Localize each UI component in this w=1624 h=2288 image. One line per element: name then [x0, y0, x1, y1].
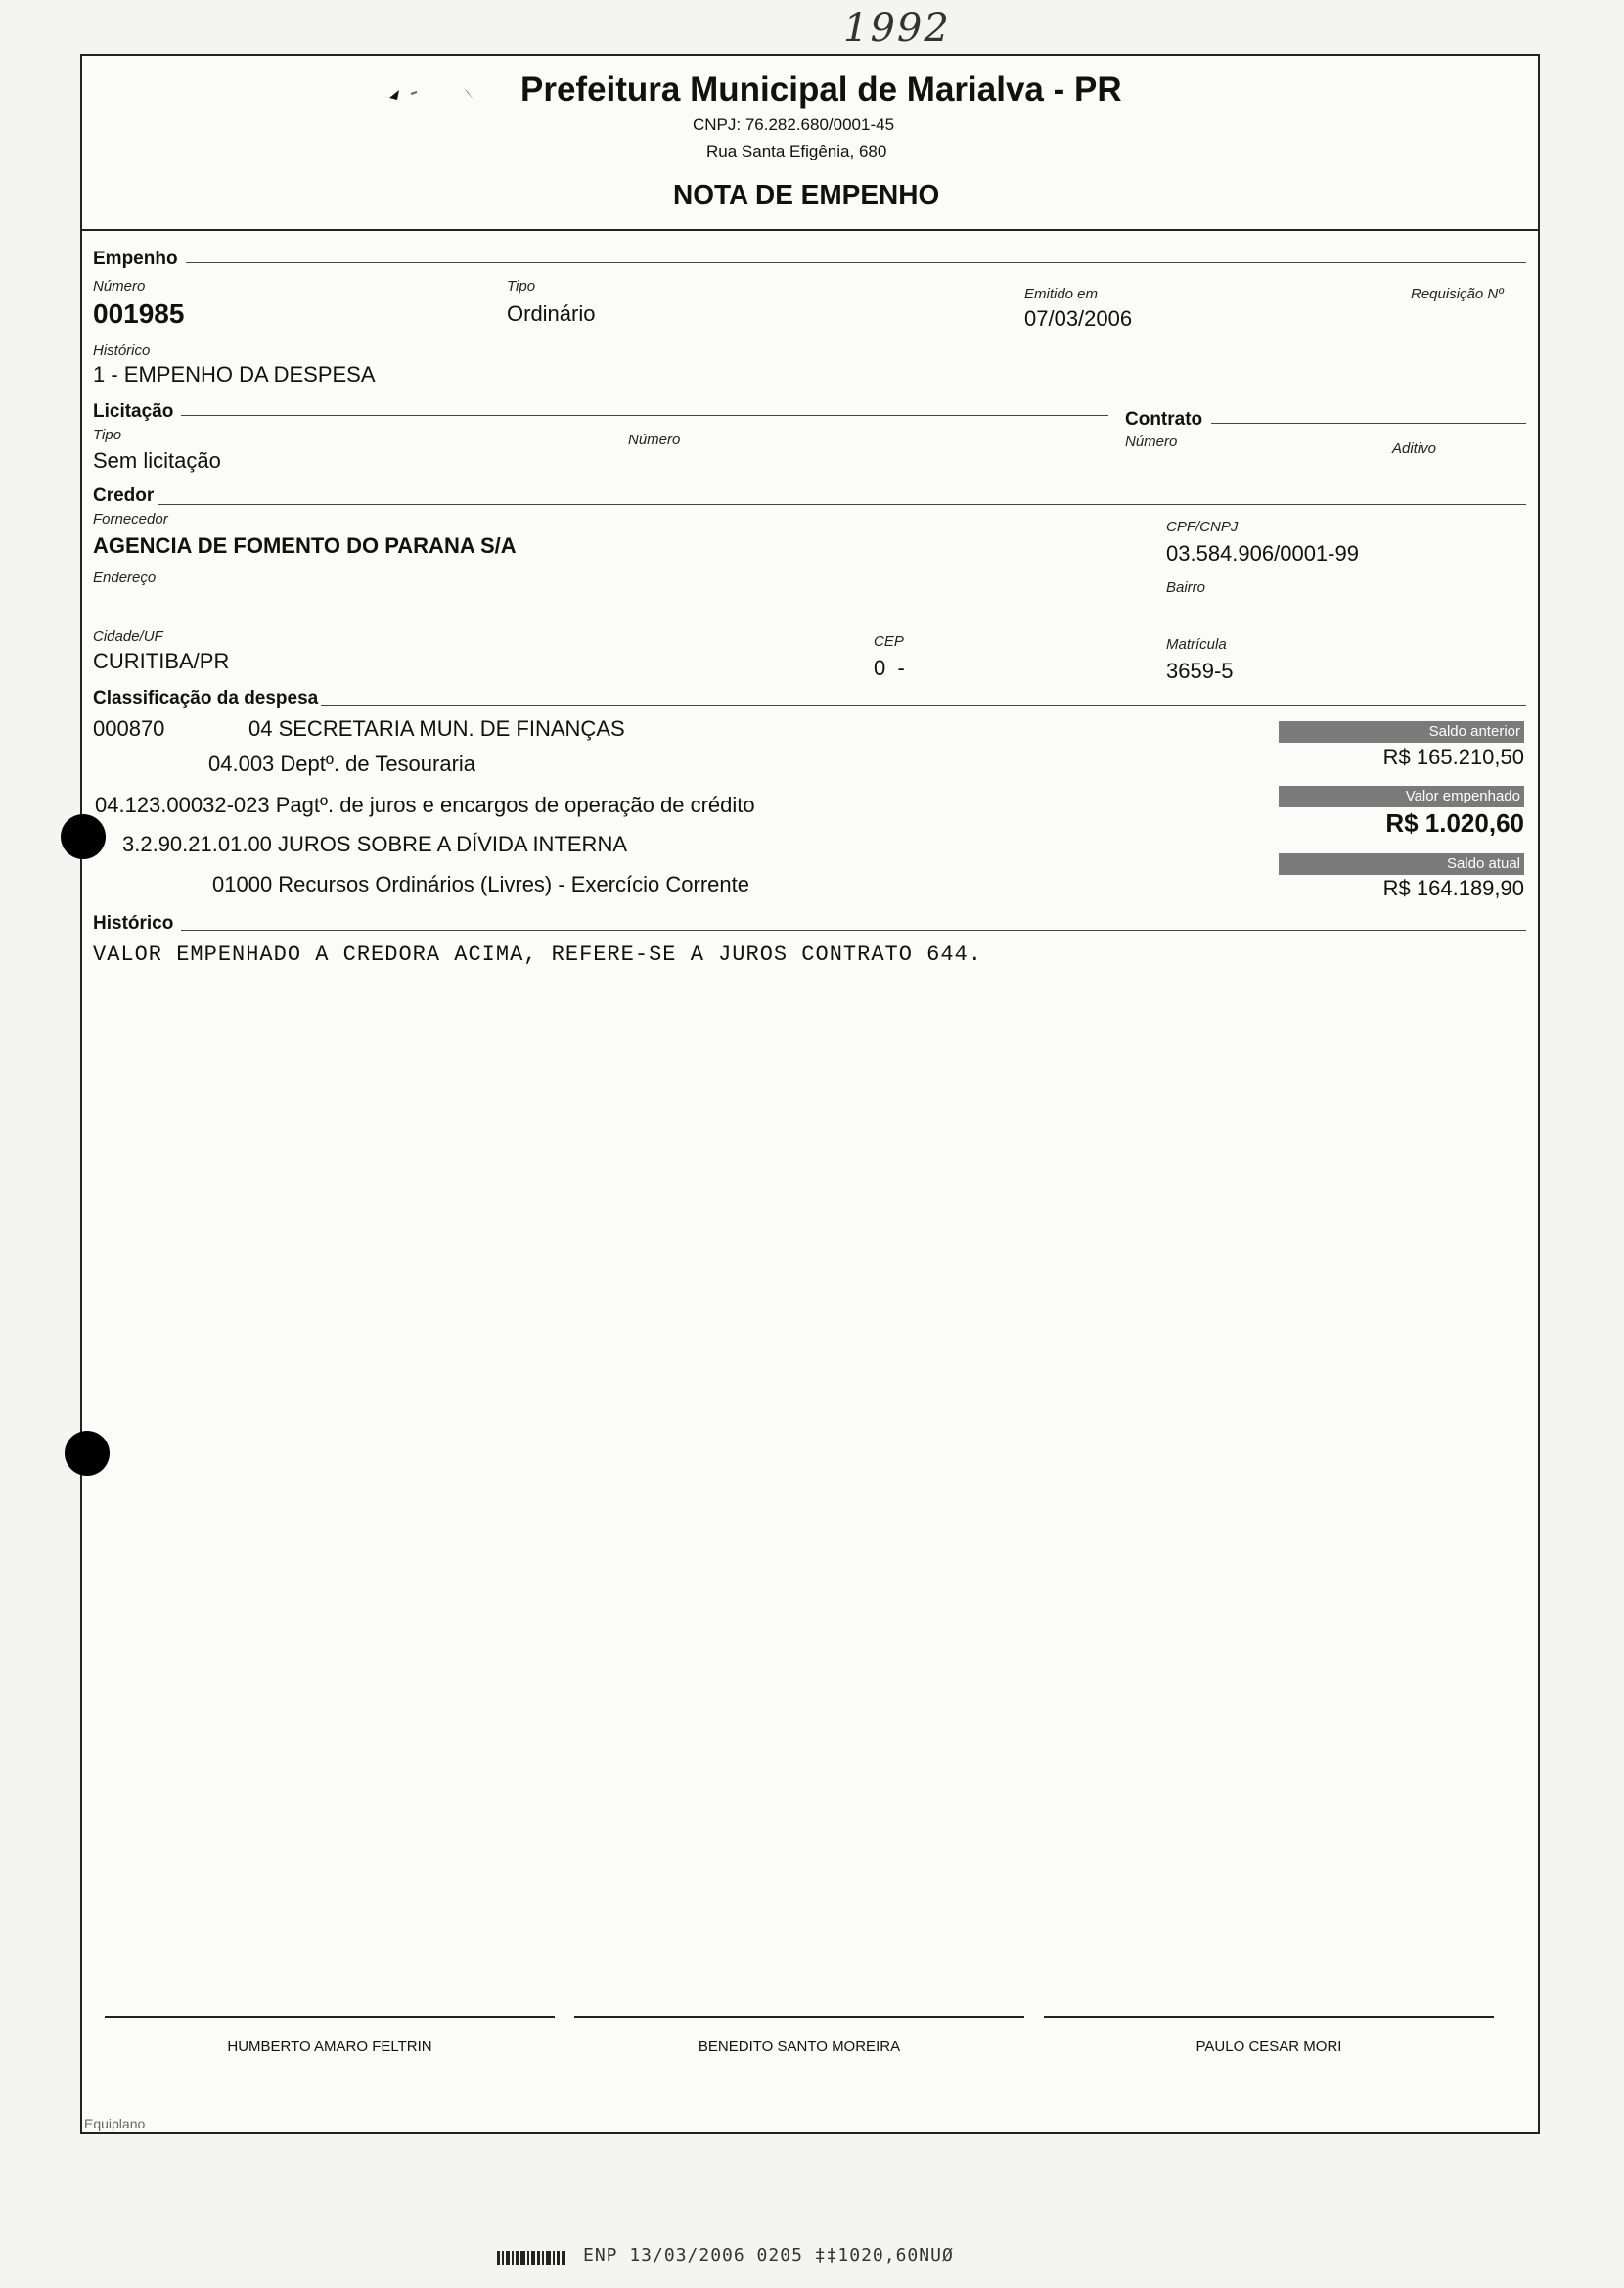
section-empenho: Empenho [93, 249, 178, 269]
section-historico: Histórico [93, 913, 174, 934]
signature-line-1 [105, 2016, 555, 2018]
cpf-value: 03.584.906/0001-99 [1166, 541, 1359, 566]
header-divider [80, 229, 1540, 231]
receipt-stamp: ENP 13/03/2006 0205 ‡‡1020,60NUØ [583, 2245, 954, 2265]
signature-name-2: BENEDITO SANTO MOREIRA [698, 2038, 901, 2055]
document-title: NOTA DE EMPENHO [673, 179, 940, 209]
empenho-rule [186, 262, 1526, 263]
historico-text: VALOR EMPENHADO A CREDORA ACIMA, REFERE-SE A JUROS CONTRATO 644. [93, 942, 982, 967]
footer-brand: Equiplano [84, 2116, 146, 2131]
requisicao-label: Requisição Nº [1411, 286, 1504, 302]
licitacao-rule [181, 415, 1108, 416]
empenho-numero-label: Número [93, 278, 146, 295]
saldo-anterior-label: Saldo anterior [1279, 721, 1524, 743]
saldo-anterior-value: R$ 165.210,50 [1382, 745, 1524, 769]
signature-line-3 [1044, 2016, 1494, 2018]
cidade-value: CURITIBA/PR [93, 649, 230, 673]
valor-empenhado-label: Valor empenhado [1279, 786, 1524, 807]
contrato-rule [1211, 423, 1526, 424]
section-licitacao: Licitação [93, 401, 174, 422]
classificacao-code: 000870 [93, 716, 165, 741]
punch-hole-bottom [65, 1431, 110, 1476]
licitacao-tipo: Sem licitação [93, 448, 221, 473]
address-text: Rua Santa Efigênia, 680 [706, 142, 887, 160]
barcode-icon [497, 2249, 575, 2266]
signature-name-3: PAULO CESAR MORI [1195, 2038, 1342, 2055]
classificacao-secretaria: 04 SECRETARIA MUN. DE FINANÇAS [248, 716, 625, 741]
logo-icon [383, 76, 501, 106]
bairro-label: Bairro [1166, 579, 1206, 596]
section-credor: Credor [93, 485, 155, 506]
punch-hole-top [61, 814, 106, 859]
classificacao-rule [321, 705, 1526, 706]
empenho-tipo-label: Tipo [507, 278, 536, 295]
credor-rule [158, 504, 1526, 505]
endereco-label: Endereço [93, 570, 157, 586]
cpf-label: CPF/CNPJ [1166, 519, 1239, 535]
empenho-historico: 1 - EMPENHO DA DESPESA [93, 362, 376, 387]
classificacao-programa: 04.123.00032-023 Pagtº. de juros e encargos de operação de crédito [95, 793, 755, 817]
licitacao-tipo-label: Tipo [93, 427, 122, 443]
empenho-numero: 001985 [93, 298, 185, 329]
historico-rule [181, 930, 1526, 931]
fornecedor-name: AGENCIA DE FOMENTO DO PARANA S/A [93, 533, 517, 558]
classificacao-recurso: 01000 Recursos Ordinários (Livres) - Exercício Corrente [212, 872, 749, 896]
historico-label: Histórico [93, 343, 151, 359]
emitido-date: 07/03/2006 [1024, 306, 1133, 331]
contrato-aditivo-label: Aditivo [1392, 440, 1437, 457]
matricula-label: Matrícula [1166, 636, 1227, 653]
signature-name-1: HUMBERTO AMARO FELTRIN [227, 2038, 432, 2055]
contrato-numero-label: Número [1125, 434, 1178, 450]
cidade-label: Cidade/UF [93, 628, 163, 645]
valor-empenhado-value: R$ 1.020,60 [1385, 808, 1524, 838]
section-contrato: Contrato [1125, 409, 1203, 430]
matricula-value: 3659-5 [1166, 659, 1234, 683]
cnpj-text: CNPJ: 76.282.680/0001-45 [693, 115, 895, 134]
emitido-label: Emitido em [1024, 286, 1099, 302]
cep-value: 0 - [874, 656, 905, 680]
classificacao-departamento: 04.003 Deptº. de Tesouraria [208, 752, 476, 776]
handwritten-page-number: 1992 [843, 6, 951, 51]
empenho-tipo: Ordinário [507, 301, 596, 326]
fornecedor-label: Fornecedor [93, 511, 168, 527]
section-classificacao: Classificação da despesa [93, 688, 319, 709]
saldo-atual-value: R$ 164.189,90 [1382, 876, 1524, 900]
signature-line-2 [574, 2016, 1024, 2018]
saldo-atual-label: Saldo atual [1279, 853, 1524, 875]
licitacao-numero-label: Número [628, 432, 681, 448]
institution-name: Prefeitura Municipal de Marialva - PR [520, 70, 1122, 109]
classificacao-elemento: 3.2.90.21.01.00 JUROS SOBRE A DÍVIDA INTERNA [122, 832, 628, 856]
cep-label: CEP [874, 633, 904, 650]
